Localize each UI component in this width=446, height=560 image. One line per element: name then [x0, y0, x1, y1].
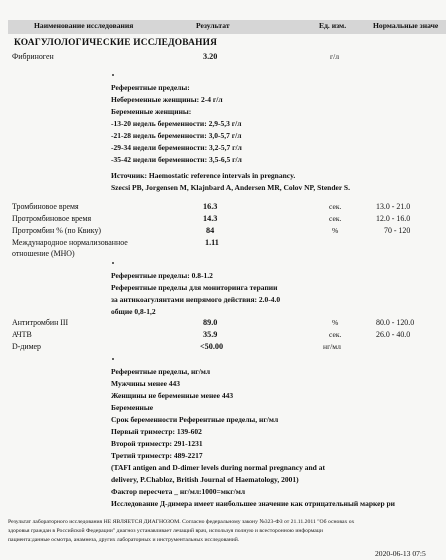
- aptt-range: 26.0 - 40.0: [376, 330, 411, 339]
- d-dimer-note: (TAFI antigen and D-dimer levels during normal pregnancy and at: [111, 463, 325, 472]
- d-dimer-note: Фактор пересчета _ нг/мл:1000=мкг/мл: [111, 487, 246, 496]
- thrombin-time-name: Тромбиновое время: [12, 202, 79, 211]
- aptt-name: АЧТВ: [12, 330, 32, 339]
- d-dimer-note: Мужчины менее 443: [111, 379, 181, 388]
- inr-note: общие 0,8-1,2: [111, 307, 156, 316]
- bullet-dot: [112, 358, 114, 360]
- aptt-value: 35.9: [203, 330, 218, 339]
- d-dimer-note: Первый триместр: 139-602: [111, 427, 202, 436]
- inr-note: за антикоагулянтами непрямого действия: 2.0-4.0: [111, 295, 281, 304]
- footer-disclaimer: Результат лабораторного исследования НЕ ЯВЛЯЕТСЯ ДИАГНОЗОМ. Согласно федеральному закону №323-ФЗ от 21.11.2011 "Об основах ох: [8, 519, 355, 525]
- prothrombin-quick-value: 84: [206, 226, 215, 235]
- d-dimer-note: Третий триместр: 489-2217: [111, 451, 203, 460]
- section-title: КОАГУЛОЛОГИЧЕСКИЕ ИССЛЕДОВАНИЯ: [14, 38, 218, 48]
- d-dimer-note: Срок беременности Референтные пределы, нг/мл: [111, 415, 279, 424]
- inr-name: отношение (МНО): [12, 249, 75, 258]
- d-dimer-note: Исследование Д-димера имеет наибольшее значение как отрицательный маркер ри: [111, 499, 396, 508]
- bullet-dot: [112, 262, 114, 264]
- fibrinogen-note: Небеременные женщины: 2-4 г/л: [111, 95, 223, 104]
- prothrombin-time-range: 12.0 - 16.0: [376, 214, 411, 223]
- d-dimer-unit: нг/мл: [323, 342, 341, 351]
- d-dimer-value: <50.00: [200, 342, 224, 351]
- inr-note: Референтные пределы для мониторинга терапии: [111, 283, 278, 292]
- antithrombin-name: Антитромбин III: [12, 318, 69, 327]
- thrombin-time-range: 13.0 - 21.0: [376, 202, 411, 211]
- prothrombin-time-name: Протромбиновое время: [12, 214, 92, 223]
- d-dimer-note: Женщины не беременные менее 443: [111, 391, 234, 400]
- bullet-dot: [112, 74, 114, 76]
- d-dimer-note: Второй триместр: 291-1231: [111, 439, 203, 448]
- d-dimer-note: Беременные: [111, 403, 154, 412]
- antithrombin-value: 89.0: [203, 318, 218, 327]
- thrombin-time-unit: сек.: [329, 202, 342, 211]
- print-timestamp: 2020-06-13 07:5: [375, 549, 426, 558]
- table-header: [8, 20, 446, 34]
- column-header-unit: Ед. изм.: [319, 21, 347, 30]
- column-header-name: Наименование исследования: [34, 21, 134, 30]
- fibrinogen-name: Фибриноген: [12, 52, 54, 61]
- fibrinogen-note: -29-34 недели беременности: 3,2-5,7 г/л: [111, 143, 242, 152]
- prothrombin-quick-name: Протромбин % (по Квику): [12, 226, 102, 235]
- footer-disclaimer: пациента:данные осмотра, анамнеза, других лабораторных и инструментальных исследований.: [8, 537, 240, 543]
- fibrinogen-source: Szecsi PB, Jorgensen M, Klajnbard A, Andersen MR, Colov NP, Stender S.: [111, 183, 350, 192]
- prothrombin-quick-range: 70 - 120: [384, 226, 411, 235]
- d-dimer-name: D-димер: [12, 342, 42, 351]
- inr-note: Референтные пределы: 0.8-1.2: [111, 271, 213, 280]
- prothrombin-time-value: 14.3: [203, 214, 218, 223]
- aptt-unit: сек.: [329, 330, 342, 339]
- column-header-normal: Нормальные значе: [373, 21, 439, 30]
- footer-disclaimer: здоровья граждан в Российской Федерации" диагноз устанавливает лечащий врач, используя полную и всесторонною информаци: [8, 528, 323, 534]
- antithrombin-range: 80.0 - 120.0: [376, 318, 415, 327]
- fibrinogen-source: Источник: Haemostatic reference intervals in pregnancy.: [111, 171, 296, 180]
- fibrinogen-unit: г/л: [330, 52, 340, 61]
- inr-name: Международное нормализованное: [12, 238, 128, 247]
- thrombin-time-value: 16.3: [203, 202, 218, 211]
- fibrinogen-note: -35-42 недели беременности: 3,5-6,5 г/л: [111, 155, 242, 164]
- prothrombin-quick-unit: %: [332, 226, 339, 235]
- column-header-result: Результат: [196, 21, 230, 30]
- fibrinogen-note: -13-20 недель беременности: 2,9-5,3 г/л: [111, 119, 242, 128]
- antithrombin-unit: %: [332, 318, 339, 327]
- d-dimer-note: Референтные пределы, нг/мл: [111, 367, 211, 376]
- fibrinogen-value: 3.20: [203, 52, 218, 61]
- prothrombin-time-unit: сек.: [329, 214, 342, 223]
- d-dimer-note: delivery, P.Chabloz, British Journal of Haematology, 2001): [111, 475, 299, 484]
- inr-value: 1.11: [205, 238, 219, 247]
- fibrinogen-note: Референтные пределы:: [111, 83, 190, 92]
- fibrinogen-note: -21-28 недель беременности: 3,0-5,7 г/л: [111, 131, 242, 140]
- fibrinogen-note: Беременные женщины:: [111, 107, 192, 116]
